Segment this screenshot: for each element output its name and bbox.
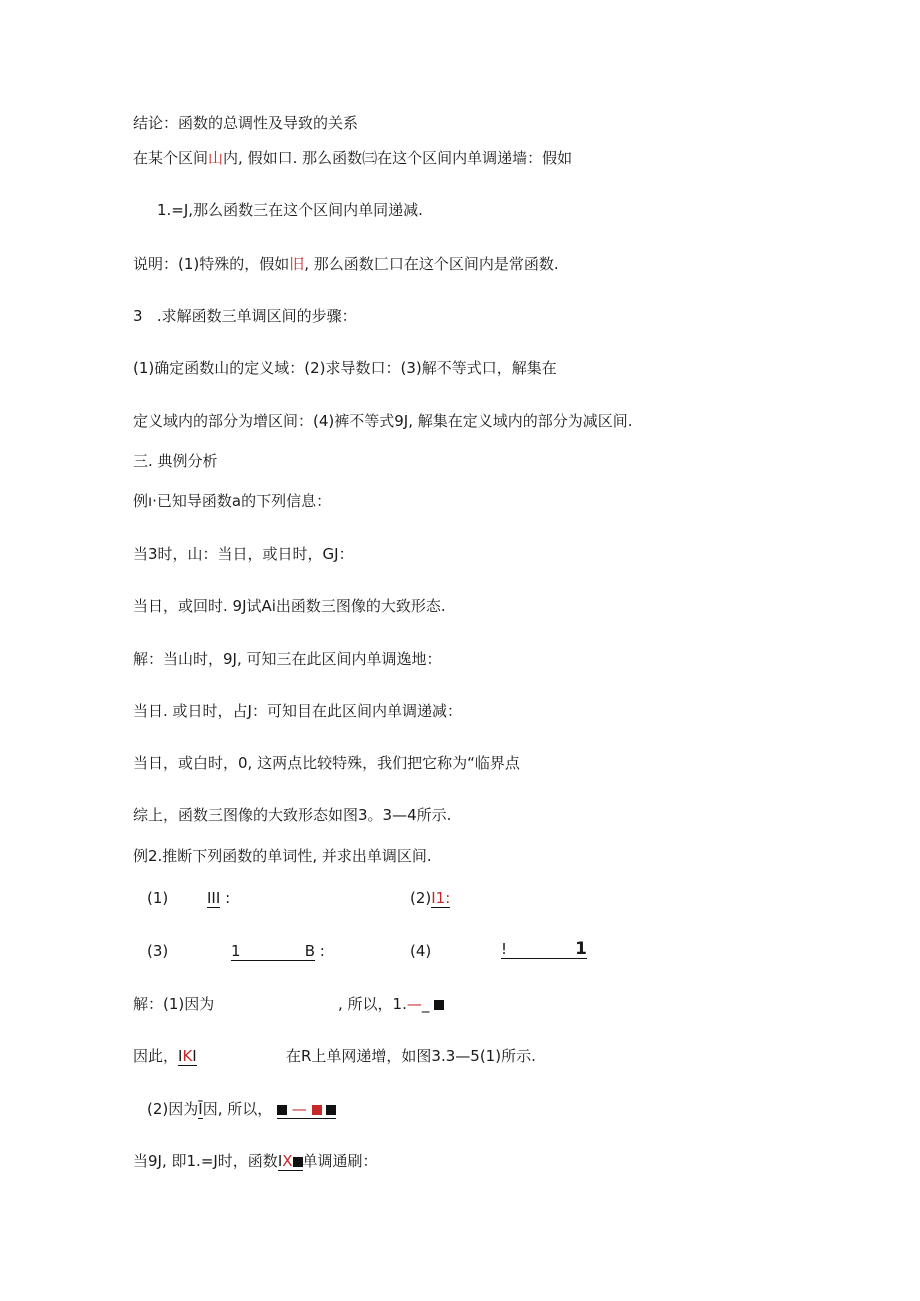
- item-4-label: (4): [410, 942, 432, 960]
- solution-2-line-4: 当9J, 即1.=J时，函数IX 单调通刷：: [133, 1152, 378, 1170]
- solution-2-line-1-tail: , 所以，1.—_: [338, 994, 444, 1014]
- square-mark: [277, 1105, 287, 1115]
- steps-line-2: 定义域内的部分为增区间：(4)裤不等式9J, 解集在定义域内的部分为减区间.: [133, 412, 633, 430]
- item-1-expr: III :: [207, 889, 231, 907]
- example-1-title: 例ı·已知导函数a的下列信息：: [133, 492, 332, 510]
- item-4-expr: ! 1: [501, 939, 587, 959]
- square-mark: [293, 1157, 303, 1167]
- note-line: 说明：(1)特殊的，假如旧, 那么函数匚口在这个区间内是常函数.: [133, 255, 559, 273]
- square-mark: [434, 1000, 444, 1010]
- steps-heading: 3 .求解函数三单调区间的步骤：: [133, 307, 357, 325]
- solution-line-1: 解：当山时，9J, 可知三在此区间内单调逸地：: [133, 650, 442, 668]
- solution-2-line-2: 因此，IKI: [133, 1047, 197, 1065]
- text-line-3: 1.=J,那么函数三在这个区间内单同递减.: [157, 201, 423, 219]
- section-heading: 三. 典例分析: [133, 452, 218, 470]
- red-square-mark: [312, 1105, 322, 1115]
- item-3-expr: 1 B :: [231, 942, 325, 960]
- example-1-line-2: 当日，或回时. 9J试Ai出函数三图像的大致形态.: [133, 597, 446, 615]
- solution-line-4: 综上，函数三图像的大致形态如图3。3—4所示.: [133, 806, 452, 824]
- conclusion-heading: 结论：函数的总调性及导致的关系: [133, 114, 359, 132]
- item-1-label: (1): [147, 889, 169, 907]
- text-line-2: 在某个区间山内, 假如口. 那么函数㈢在这个区间内单调递墙：假如: [133, 149, 573, 167]
- example-2-title: 例2.推断下列函数的单词性, 并求出单调区间.: [133, 847, 432, 865]
- example-1-line-1: 当3时，山：当日，或日时，GJ：: [133, 545, 354, 563]
- solution-2-line-3: (2)因为I因, 所以， —: [147, 1099, 336, 1119]
- square-mark: [326, 1105, 336, 1115]
- solution-2-line-1: 解：(1)因为: [133, 995, 215, 1013]
- item-3-label: (3): [147, 942, 169, 960]
- item-2-expr: (2)I1:: [410, 889, 451, 907]
- solution-2-line-2-tail: 在R上单网递增，如图3.3—5(1)所示.: [286, 1047, 536, 1065]
- steps-line-1: (1)确定函数山的定义域：(2)求导数口：(3)解不等式口，解集在: [133, 359, 557, 377]
- solution-line-3: 当日，或白时，0, 这两点比较特殊，我们把它称为“临界点: [133, 754, 520, 772]
- solution-line-2: 当日. 或日时，占J：可知目在此区间内单调递减：: [133, 702, 462, 720]
